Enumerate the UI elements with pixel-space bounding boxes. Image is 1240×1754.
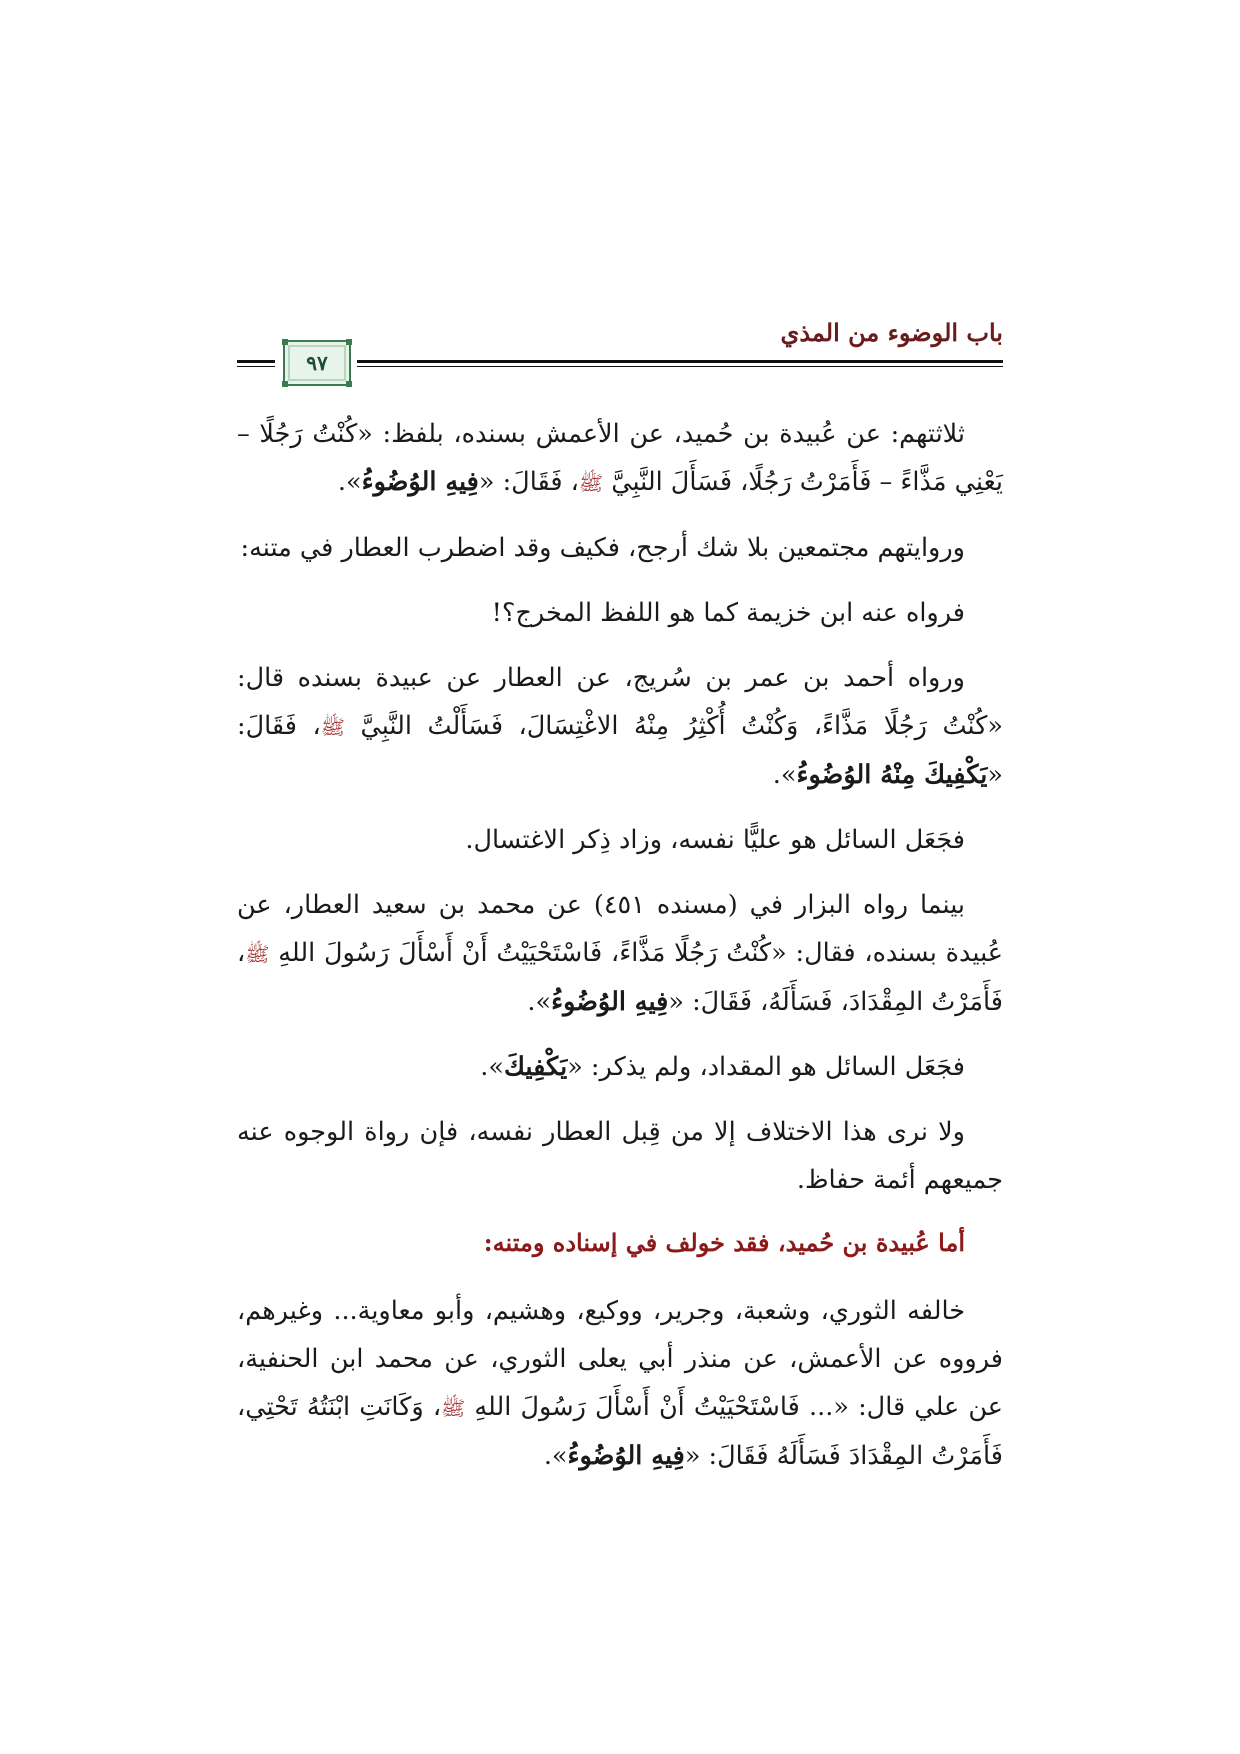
paragraph-9 — [237, 1287, 1003, 1480]
hadith-quote: فِيهِ الوُضُوءُ — [551, 987, 669, 1017]
paragraph-1 — [237, 410, 1003, 507]
text-run: ». — [543, 1441, 568, 1471]
ornament-icon — [282, 339, 288, 345]
ornament-icon — [282, 381, 288, 387]
hadith-quote: يَكْفِيكَ مِنْهُ الوُضُوءُ — [796, 760, 988, 790]
page-header — [237, 300, 1003, 405]
ornament-icon — [346, 339, 352, 345]
page-body — [237, 410, 1003, 1497]
paragraph-2: وروايتهم مجتمعين بلا شك أرجح، فكيف وقد اضطرب العطار في متنه: — [240, 533, 965, 563]
text-run: ». — [480, 1052, 504, 1082]
paragraph-6 — [237, 881, 1003, 1026]
ornament-icon — [346, 381, 352, 387]
hadith-quote: فِيهِ الوُضُوءُ — [361, 467, 479, 497]
header-rule — [237, 366, 275, 367]
paragraph-3: فرواه عنه ابن خزيمة كما هو اللفظ المخرج؟! — [491, 598, 965, 628]
salawat-symbol: ﷺ — [245, 942, 270, 966]
text-run: ثلاثتهم: عن عُبيدة بن حُميد، عن الأعمش بسنده، بلفظ: «كُنْتُ رَجُلًا – يَعْنِي مَذَّاءً – فَأَمَرْتُ رَجُلًا، فَسَأَلَ النَّبِيَّ — [237, 419, 1003, 497]
salawat-symbol: ﷺ — [441, 1396, 466, 1420]
text-run: ». — [527, 987, 552, 1017]
page-number: ٩٧ — [306, 351, 328, 375]
header-rule — [357, 360, 1003, 363]
text-run: ، فَقَالَ: « — [237, 711, 1003, 790]
page-number-badge — [283, 340, 351, 386]
paragraph-8: ولا نرى هذا الاختلاف إلا من قِبل العطار نفسه، فإن رواة الوجوه عنه جميعهم أئمة حفاظ. — [237, 1117, 1003, 1195]
header-rule — [357, 366, 1003, 367]
paragraph-4 — [237, 654, 1003, 799]
text-run: ». — [337, 467, 362, 497]
text-run: ، فَقَالَ: « — [478, 467, 579, 497]
hadith-quote: فِيهِ الوُضُوءُ — [567, 1441, 685, 1471]
text-run: بينما رواه البزار في (مسنده ٤٥١) عن محمد بن سعيد العطار، عن عُبيدة بسنده، فقال: «كُنْتُ رَجُلًا مَذَّاءً، فَاسْتَحْيَيْتُ أَنْ أَسْأَلَ رَسُولَ اللهِ — [237, 890, 1003, 968]
salawat-symbol: ﷺ — [320, 715, 345, 739]
hadith-quote: يَكْفِيكَ — [503, 1052, 568, 1082]
chapter-title: باب الوضوء من المذي — [780, 318, 1003, 347]
section-heading: أما عُبيدة بن حُميد، فقد خولف في إسناده ومتنه: — [483, 1228, 965, 1257]
paragraph-7 — [237, 1043, 1003, 1091]
salawat-symbol: ﷺ — [578, 471, 604, 495]
text-run: فجَعَل السائل هو المقداد، ولم يذكر: « — [567, 1052, 965, 1082]
text-run: ». — [772, 760, 797, 790]
header-rule — [237, 360, 275, 363]
text-run: ، وَكَانَتِ ابْنَتُهُ تَحْتِي، فَأَمَرْتُ المِقْدَادَ فَسَأَلَهُ فَقَالَ: « — [237, 1392, 1003, 1471]
text-run: ورواه أحمد بن عمر بن سُريج، عن العطار عن عبيدة بسنده قال: «كُنْتُ رَجُلًا مَذَّاءً، وَكُنْتُ أُكْثِرُ مِنْهُ الاغْتِسَالَ، فَسَأَلْتُ النَّبِيَّ — [237, 663, 1003, 741]
text-run: ، فَأَمَرْتُ المِقْدَادَ، فَسَأَلَهُ، فَقَالَ: « — [237, 938, 1003, 1017]
paragraph-5: فجَعَل السائل هو عليًّا نفسه، وزاد ذِكر الاغتسال. — [465, 825, 965, 855]
text-run: خالفه الثوري، وشعبة، وجرير، ووكيع، وهشيم، وأبو معاوية... وغيرهم، فرووه عن الأعمش، عن منذر أبي يعلى الثوري، عن محمد ابن الحنفية، عن علي قال: «... فَاسْتَحْيَيْتُ أَنْ أَسْأَلَ رَسُولَ اللهِ — [237, 1296, 1004, 1422]
